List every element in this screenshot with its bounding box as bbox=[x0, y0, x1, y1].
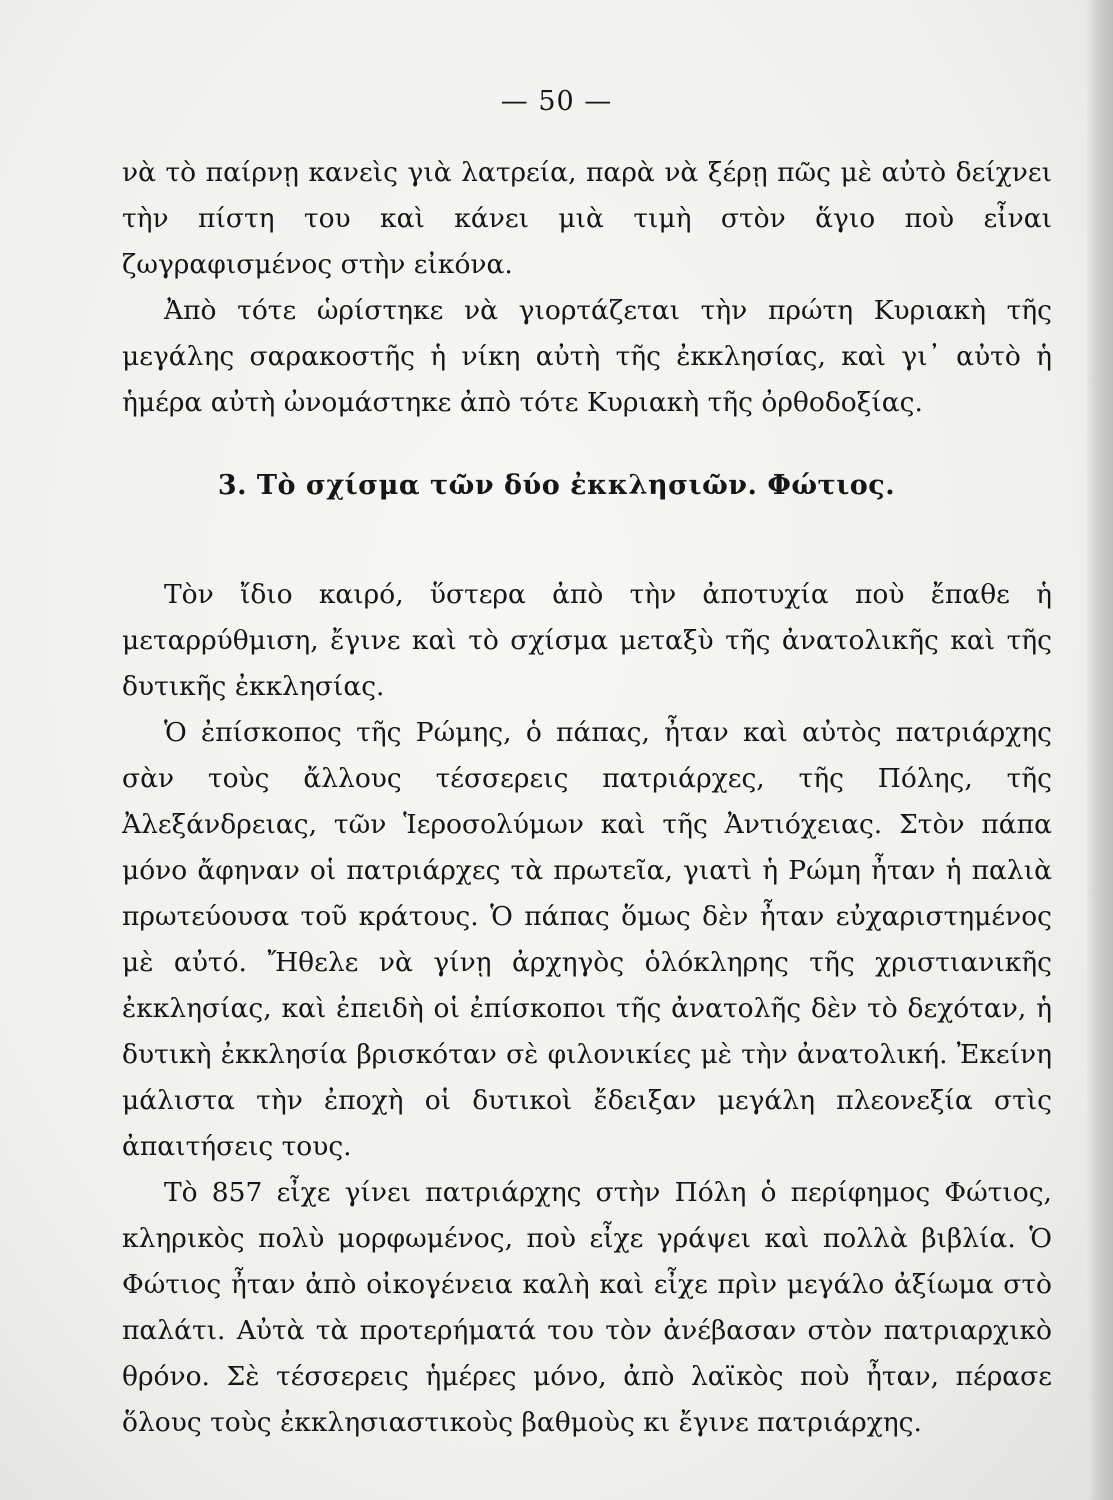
paragraph-photius: Τὸ 857 εἶχε γίνει πατριάρχης στὴν Πόλη ὁ περίφημος Φώτιος, κληρικὸς πολὺ μορφωμένος, ποὺ εἶχε γράψει καὶ πολλὰ βιβλία. Ὁ Φώτιος ἦταν ἀπὸ οἰκογένεια καλὴ καὶ εἶχε πρὶν μεγάλο ἀξίωμα στὸ παλάτι. Αὐτὰ τὰ προτερήματά του τὸν ἀνέβασαν στὸν πατριαρχικὸ θρόνο. Σὲ τέσσερεις ἡμέρες μόνο, ἀπὸ λαϊκὸς ποὺ ἦταν, πέρασε ὅλους τοὺς ἐκκλησιαστικοὺς βαθμοὺς κι ἔγινε πατριάρχης. bbox=[122, 1177, 1052, 1438]
paragraph-pope-rome: Ὁ ἐπίσκοπος τῆς Ρώμης, ὁ πάπας, ἦταν καὶ αὐτὸς πατριάρχης σὰν τοὺς ἄλλους τέσσερεις πατριάρχες, τῆς Πόλης, τῆς Ἀλεξάνδρειας, τῶν Ἱεροσολύμων καὶ τῆς Ἀντιόχειας. Στὸν πάπα μόνο ἄφηναν οἱ πατριάρχες τὰ πρωτεῖα, γιατὶ ἡ Ρώμη ἦταν ἡ παλιὰ πρωτεύουσα τοῦ κράτους. Ὁ πάπας ὅμως δὲν ἦταν εὐχαριστημένος μὲ αὐτό. Ἤθελε νὰ γίνῃ ἀρχηγὸς ὁλόκληρης τῆς χριστιανικῆς ἐκκλησίας, καὶ ἐπειδὴ οἱ ἐπίσκοποι τῆς ἀνατολῆς δὲν τὸ δεχόταν, ἡ δυτικὴ ἐκκλησία βρισκόταν σὲ φιλονικίες μὲ τὴν ἀνατολική. Ἐκείνη μάλιστα τὴν ἐποχὴ οἱ δυτικοὶ ἔδειξαν μεγάλη πλεονεξία στὶς ἀπαιτήσεις τους. bbox=[122, 717, 1052, 1162]
page-number: — 50 — bbox=[500, 86, 613, 117]
paragraph-schism-intro: Τὸν ἴδιο καιρό, ὕστερα ἀπὸ τὴν ἀποτυχία ποὺ ἔπαθε ἡ μεταρρύθμιση, ἔγινε καὶ τὸ σχίσμα μεταξὺ τῆς ἀνατολικῆς καὶ τῆς δυτικῆς ἐκκλησίας. bbox=[122, 579, 1052, 702]
section-heading: 3. Τὸ σχίσμα τῶν δύο ἐκκλησιῶν. Φώτιος. bbox=[217, 470, 896, 501]
text-block-top bbox=[122, 150, 1052, 426]
text-block-bottom bbox=[122, 572, 1052, 1446]
page-edge-shadow bbox=[1087, 0, 1113, 1500]
paragraph-orthodoxy-sunday: Ἀπὸ τότε ὡρίστηκε νὰ γιορτάζεται τὴν πρώτη Κυριακὴ τῆς μεγάλης σαρακοστῆς ἡ νίκη αὐτὴ τῆς ἐκκλησίας, καὶ γι᾽ αὐτὸ ἡ ἡμέρα αὐτὴ ὠνομάστηκε ἀπὸ τότε Κυριακὴ τῆς ὀρθοδοξίας. bbox=[122, 295, 1052, 418]
paragraph-continued: νὰ τὸ παίρνῃ κανεὶς γιὰ λατρεία, παρὰ νὰ ξέρῃ πῶς μὲ αὐτὸ δείχνει τὴν πίστη του καὶ κάνει μιὰ τιμὴ στὸν ἅγιο ποὺ εἶναι ζωγραφισμένος στὴν εἰκόνα. bbox=[122, 157, 1052, 280]
